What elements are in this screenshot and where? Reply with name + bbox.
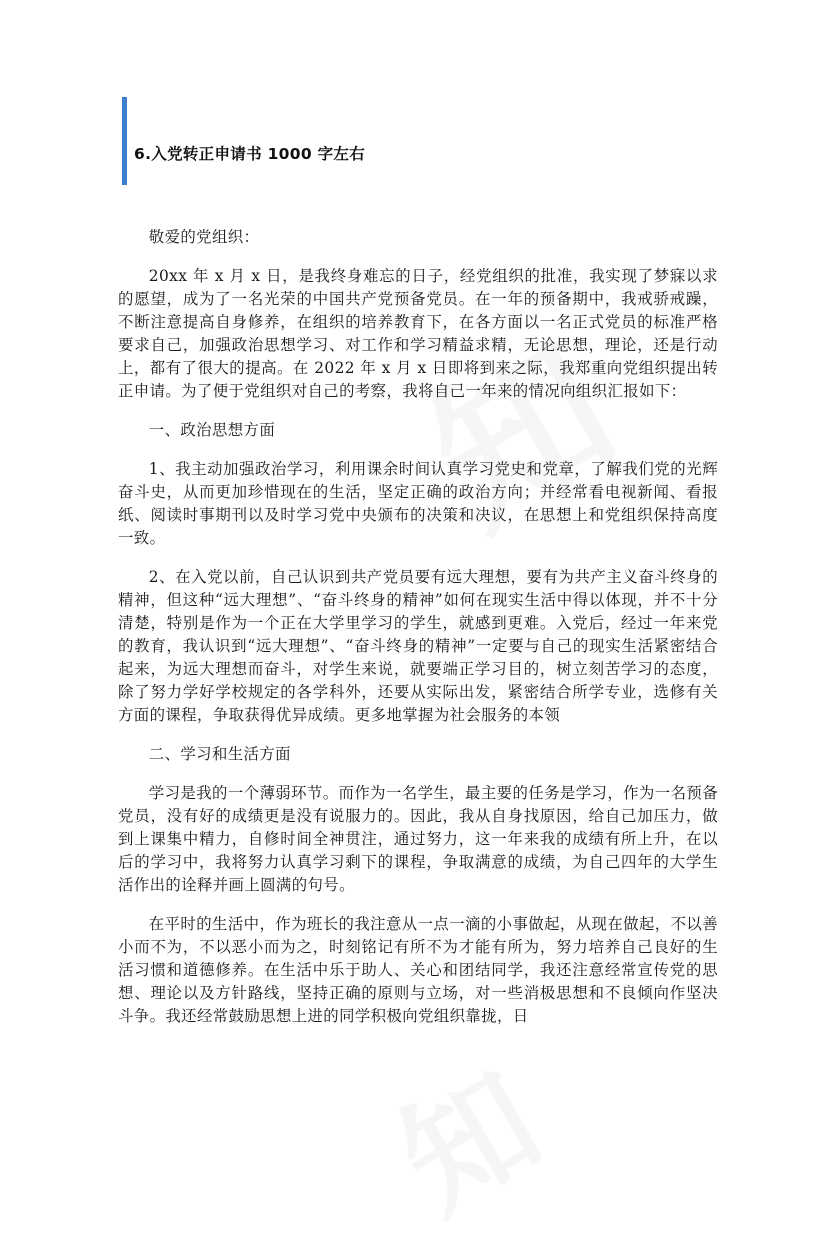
paragraph: 20xx 年 x 月 x 日，是我终身难忘的日子，经党组织的批准，我实现了梦寐以求的愿望，成为了一名光荣的中国共产党预备党员。在一年的预备期中，我戒骄戒躁，不断注意提高自身修养，在组织的培养教育下，在各方面以一名正式党员的标准严格要求自己，加强政治思想学习、对工作和学习精益求精，无论思想，理论，还是行动上，都有了很大的提高。在 2022 年 x 月 x 日即将到来之际，我郑重向党组织提出转正申请。为了便于党组织对自己的考察，我将自己一年来的情况向组织汇报如下： [118,267,718,400]
paragraph: 2、在入党以前，自己认识到共产党员要有远大理想，要有为共产主义奋斗终身的精神，但这种“远大理想”、“奋斗终身的精神”如何在现实生活中得以体现，并不十分清楚，特别是作为一个正在大学里学习的学生，就感到更难。入党后，经过一年来党的教育，我认识到“远大理想”、“奋斗终身的精神”一定要与自己的现实生活紧密结合起来，为远大理想而奋斗，对学生来说，就要端正学习目的，树立刻苦学习的态度，除了努力学好学校规定的各学科外，还要从实际出发，紧密结合所学专业，选修有关方面的课程，争取获得优异成绩。更多地掌握为社会服务的本领 [118,568,718,724]
paragraph: 学习是我的一个薄弱环节。而作为一名学生，最主要的任务是学习，作为一名预备党员，没有好的成绩更是没有说服力的。因此，我从自身找原因，给自己加压力，做到上课集中精力，自修时间全神贯注，通过努力，这一年来我的成绩有所上升，在以后的学习中，我将努力认真学习剩下的课程，争取满意的成绩，为自己四年的大学生活作出的诠释并画上圆满的句号。 [118,784,718,894]
section-heading: 二、学习和生活方面 [148,745,291,763]
paragraph: 1、我主动加强政治学习，利用课余时间认真学习党史和党章，了解我们党的光辉奋斗史，从而更加珍惜现在的生活，坚定正确的政治方向；并经常看电视新闻、看报纸、阅读时事期刊以及时学习党中央颁布的决策和决议，在思想上和党组织保持高度一致。 [118,460,718,547]
document-heading: 6.入党转正申请书 1000 字左右 [134,145,366,163]
document-body [118,226,718,1044]
watermark-bottom [362,1020,568,1247]
paragraph: 在平时的生活中，作为班长的我注意从一点一滴的小事做起，从现在做起，不以善小而不为，不以恶小而为之，时刻铭记有所不为才能有所为，努力培养自己良好的生活习惯和道德修养。在生活中乐于助人、关心和团结同学，我还注意经常宣传党的思想、理论以及方针路线，坚持正确的原则与立场，对一些消极思想和不良倾向作坚决斗争。我还经常鼓励思想上进的同学积极向党组织靠拢，日 [118,915,718,1025]
salutation: 敬爱的党组织： [148,228,260,246]
section-heading: 一、政治思想方面 [148,421,276,439]
heading-accent-bar [122,97,127,185]
